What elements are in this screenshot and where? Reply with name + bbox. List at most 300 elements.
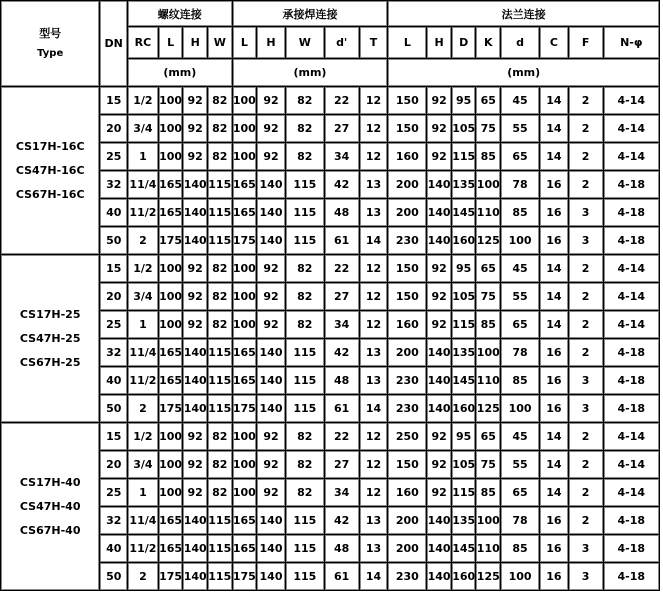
value-cell: 135 bbox=[452, 507, 477, 535]
value-cell: 115 bbox=[208, 367, 233, 395]
dn-cell: 15 bbox=[100, 423, 128, 451]
value-cell: 140 bbox=[257, 535, 286, 563]
value-cell: 100 bbox=[233, 311, 258, 339]
value-cell: 48 bbox=[325, 535, 360, 563]
value-cell: 16 bbox=[540, 227, 569, 255]
value-cell: 82 bbox=[208, 451, 233, 479]
value-cell: 145 bbox=[452, 367, 477, 395]
value-cell: 12 bbox=[360, 143, 389, 171]
value-cell: 42 bbox=[325, 171, 360, 199]
model-group-cell bbox=[1, 423, 100, 591]
dn-cell: 25 bbox=[100, 479, 128, 507]
column-header: K bbox=[476, 27, 501, 59]
value-cell: 92 bbox=[183, 115, 208, 143]
value-cell: 82 bbox=[208, 283, 233, 311]
model-group-cell bbox=[1, 255, 100, 423]
model-name: CS67H-25 bbox=[19, 355, 81, 369]
value-cell: 100 bbox=[233, 423, 258, 451]
table-row bbox=[1, 227, 660, 255]
value-cell: 140 bbox=[257, 507, 286, 535]
value-cell: 4-14 bbox=[604, 115, 660, 143]
value-cell: 4-18 bbox=[604, 171, 660, 199]
value-cell: 14 bbox=[540, 255, 569, 283]
value-cell: 14 bbox=[540, 283, 569, 311]
value-cell: 230 bbox=[388, 227, 427, 255]
value-cell: 16 bbox=[540, 507, 569, 535]
value-cell: 82 bbox=[286, 311, 325, 339]
model-name: CS67H-16C bbox=[15, 187, 85, 201]
model-name: CS47H-16C bbox=[15, 163, 85, 177]
column-header: N-φ bbox=[604, 27, 660, 59]
value-cell: 92 bbox=[183, 479, 208, 507]
value-cell: 230 bbox=[388, 563, 427, 591]
value-cell: 11/2 bbox=[128, 535, 159, 563]
value-cell: 110 bbox=[476, 199, 501, 227]
value-cell: 45 bbox=[501, 87, 540, 115]
value-cell: 12 bbox=[360, 255, 389, 283]
value-cell: 82 bbox=[286, 479, 325, 507]
value-cell: 27 bbox=[325, 451, 360, 479]
value-cell: 165 bbox=[159, 535, 184, 563]
value-cell: 4-18 bbox=[604, 563, 660, 591]
column-header: d' bbox=[325, 27, 360, 59]
model-name: CS47H-40 bbox=[19, 499, 81, 513]
column-header: H bbox=[183, 27, 208, 59]
value-cell: 2 bbox=[569, 479, 604, 507]
value-cell: 3/4 bbox=[128, 451, 159, 479]
value-cell: 2 bbox=[569, 423, 604, 451]
value-cell: 200 bbox=[388, 339, 427, 367]
value-cell: 4-18 bbox=[604, 227, 660, 255]
value-cell: 165 bbox=[233, 199, 258, 227]
value-cell: 14 bbox=[540, 143, 569, 171]
value-cell: 55 bbox=[501, 451, 540, 479]
value-cell: 92 bbox=[183, 283, 208, 311]
column-header: W bbox=[286, 27, 325, 59]
value-cell: 125 bbox=[476, 563, 501, 591]
value-cell: 100 bbox=[159, 479, 184, 507]
value-cell: 230 bbox=[388, 367, 427, 395]
value-cell: 175 bbox=[233, 227, 258, 255]
value-cell: 2 bbox=[569, 339, 604, 367]
value-cell: 95 bbox=[452, 423, 477, 451]
value-cell: 2 bbox=[128, 227, 159, 255]
value-cell: 165 bbox=[159, 367, 184, 395]
dn-cell: 15 bbox=[100, 87, 128, 115]
value-cell: 140 bbox=[427, 339, 452, 367]
value-cell: 82 bbox=[208, 255, 233, 283]
value-cell: 27 bbox=[325, 115, 360, 143]
value-cell: 100 bbox=[159, 255, 184, 283]
value-cell: 61 bbox=[325, 563, 360, 591]
value-cell: 115 bbox=[208, 171, 233, 199]
value-cell: 175 bbox=[159, 227, 184, 255]
value-cell: 100 bbox=[233, 255, 258, 283]
value-cell: 82 bbox=[208, 143, 233, 171]
value-cell: 115 bbox=[286, 171, 325, 199]
value-cell: 13 bbox=[360, 171, 389, 199]
value-cell: 82 bbox=[208, 479, 233, 507]
column-header: T bbox=[360, 27, 389, 59]
value-cell: 4-14 bbox=[604, 283, 660, 311]
value-cell: 3 bbox=[569, 395, 604, 423]
dn-cell: 20 bbox=[100, 283, 128, 311]
value-cell: 16 bbox=[540, 535, 569, 563]
value-cell: 4-18 bbox=[604, 507, 660, 535]
value-cell: 140 bbox=[257, 227, 286, 255]
value-cell: 160 bbox=[388, 479, 427, 507]
value-cell: 115 bbox=[286, 395, 325, 423]
value-cell: 125 bbox=[476, 395, 501, 423]
table-row bbox=[1, 115, 660, 143]
column-header: D bbox=[452, 27, 477, 59]
value-cell: 82 bbox=[208, 87, 233, 115]
value-cell: 1 bbox=[128, 311, 159, 339]
table-row bbox=[1, 423, 660, 451]
table-row bbox=[1, 255, 660, 283]
value-cell: 3/4 bbox=[128, 283, 159, 311]
value-cell: 65 bbox=[501, 143, 540, 171]
value-cell: 175 bbox=[233, 563, 258, 591]
value-cell: 13 bbox=[360, 199, 389, 227]
thread-group-header: 螺纹连接 bbox=[128, 1, 233, 27]
value-cell: 14 bbox=[540, 115, 569, 143]
column-header: C bbox=[540, 27, 569, 59]
value-cell: 1/2 bbox=[128, 87, 159, 115]
value-cell: 92 bbox=[257, 423, 286, 451]
table-row bbox=[1, 339, 660, 367]
value-cell: 115 bbox=[208, 563, 233, 591]
value-cell: 13 bbox=[360, 367, 389, 395]
value-cell: 150 bbox=[388, 87, 427, 115]
value-cell: 175 bbox=[159, 563, 184, 591]
value-cell: 100 bbox=[233, 143, 258, 171]
table-row bbox=[1, 563, 660, 591]
value-cell: 100 bbox=[233, 87, 258, 115]
value-cell: 3/4 bbox=[128, 115, 159, 143]
value-cell: 92 bbox=[427, 255, 452, 283]
dn-cell: 32 bbox=[100, 339, 128, 367]
value-cell: 55 bbox=[501, 115, 540, 143]
dn-cell: 25 bbox=[100, 143, 128, 171]
value-cell: 13 bbox=[360, 535, 389, 563]
value-cell: 100 bbox=[233, 283, 258, 311]
value-cell: 14 bbox=[360, 395, 389, 423]
value-cell: 27 bbox=[325, 283, 360, 311]
value-cell: 12 bbox=[360, 311, 389, 339]
value-cell: 140 bbox=[257, 199, 286, 227]
value-cell: 165 bbox=[233, 367, 258, 395]
value-cell: 115 bbox=[208, 339, 233, 367]
value-cell: 2 bbox=[128, 563, 159, 591]
value-cell: 3 bbox=[569, 227, 604, 255]
value-cell: 100 bbox=[159, 283, 184, 311]
value-cell: 100 bbox=[476, 507, 501, 535]
value-cell: 92 bbox=[183, 423, 208, 451]
value-cell: 82 bbox=[286, 283, 325, 311]
value-cell: 82 bbox=[208, 115, 233, 143]
value-cell: 92 bbox=[257, 255, 286, 283]
dn-cell: 20 bbox=[100, 451, 128, 479]
model-name: CS47H-25 bbox=[19, 331, 81, 345]
value-cell: 82 bbox=[208, 311, 233, 339]
value-cell: 82 bbox=[286, 451, 325, 479]
value-cell: 65 bbox=[476, 87, 501, 115]
table-row bbox=[1, 479, 660, 507]
value-cell: 115 bbox=[286, 563, 325, 591]
value-cell: 12 bbox=[360, 87, 389, 115]
column-header: RC bbox=[128, 27, 159, 59]
unit-label: (mm) bbox=[128, 59, 233, 87]
column-header: H bbox=[427, 27, 452, 59]
value-cell: 16 bbox=[540, 563, 569, 591]
value-cell: 2 bbox=[569, 171, 604, 199]
value-cell: 14 bbox=[540, 451, 569, 479]
value-cell: 22 bbox=[325, 87, 360, 115]
value-cell: 140 bbox=[183, 507, 208, 535]
value-cell: 11/2 bbox=[128, 367, 159, 395]
value-cell: 135 bbox=[452, 339, 477, 367]
value-cell: 140 bbox=[427, 367, 452, 395]
value-cell: 2 bbox=[569, 311, 604, 339]
table-row bbox=[1, 507, 660, 535]
value-cell: 115 bbox=[286, 339, 325, 367]
value-cell: 92 bbox=[427, 479, 452, 507]
column-header: L bbox=[233, 27, 258, 59]
value-cell: 11/4 bbox=[128, 171, 159, 199]
value-cell: 115 bbox=[208, 227, 233, 255]
value-cell: 115 bbox=[286, 199, 325, 227]
value-cell: 115 bbox=[452, 143, 477, 171]
value-cell: 115 bbox=[452, 311, 477, 339]
value-cell: 165 bbox=[159, 171, 184, 199]
value-cell: 4-18 bbox=[604, 535, 660, 563]
dn-cell: 40 bbox=[100, 535, 128, 563]
model-name: CS67H-40 bbox=[19, 523, 81, 537]
value-cell: 160 bbox=[388, 311, 427, 339]
value-cell: 16 bbox=[540, 339, 569, 367]
value-cell: 4-18 bbox=[604, 339, 660, 367]
value-cell: 95 bbox=[452, 87, 477, 115]
value-cell: 250 bbox=[388, 423, 427, 451]
value-cell: 12 bbox=[360, 115, 389, 143]
header-row-groups bbox=[1, 1, 660, 27]
value-cell: 140 bbox=[257, 367, 286, 395]
dn-cell: 50 bbox=[100, 227, 128, 255]
value-cell: 110 bbox=[476, 535, 501, 563]
value-cell: 4-14 bbox=[604, 311, 660, 339]
value-cell: 1/2 bbox=[128, 255, 159, 283]
value-cell: 42 bbox=[325, 339, 360, 367]
value-cell: 140 bbox=[427, 171, 452, 199]
value-cell: 200 bbox=[388, 171, 427, 199]
value-cell: 165 bbox=[233, 535, 258, 563]
value-cell: 140 bbox=[427, 199, 452, 227]
value-cell: 145 bbox=[452, 535, 477, 563]
value-cell: 115 bbox=[286, 367, 325, 395]
value-cell: 165 bbox=[233, 339, 258, 367]
value-cell: 4-14 bbox=[604, 479, 660, 507]
table-row bbox=[1, 367, 660, 395]
value-cell: 82 bbox=[286, 87, 325, 115]
dn-cell: 15 bbox=[100, 255, 128, 283]
value-cell: 82 bbox=[286, 143, 325, 171]
value-cell: 140 bbox=[183, 367, 208, 395]
value-cell: 150 bbox=[388, 283, 427, 311]
value-cell: 2 bbox=[569, 143, 604, 171]
value-cell: 2 bbox=[569, 87, 604, 115]
flange-group-header: 法兰连接 bbox=[388, 1, 660, 27]
value-cell: 92 bbox=[257, 311, 286, 339]
value-cell: 92 bbox=[427, 115, 452, 143]
value-cell: 2 bbox=[128, 395, 159, 423]
model-name: CS17H-25 bbox=[19, 307, 81, 321]
value-cell: 175 bbox=[159, 395, 184, 423]
value-cell: 75 bbox=[476, 115, 501, 143]
value-cell: 200 bbox=[388, 507, 427, 535]
value-cell: 165 bbox=[159, 199, 184, 227]
value-cell: 150 bbox=[388, 255, 427, 283]
value-cell: 200 bbox=[388, 535, 427, 563]
value-cell: 61 bbox=[325, 227, 360, 255]
value-cell: 140 bbox=[257, 563, 286, 591]
value-cell: 13 bbox=[360, 507, 389, 535]
value-cell: 140 bbox=[427, 507, 452, 535]
value-cell: 140 bbox=[183, 563, 208, 591]
value-cell: 160 bbox=[388, 143, 427, 171]
value-cell: 92 bbox=[427, 87, 452, 115]
value-cell: 16 bbox=[540, 367, 569, 395]
value-cell: 92 bbox=[183, 143, 208, 171]
value-cell: 16 bbox=[540, 171, 569, 199]
value-cell: 82 bbox=[286, 423, 325, 451]
type-header bbox=[1, 1, 100, 87]
value-cell: 16 bbox=[540, 395, 569, 423]
value-cell: 92 bbox=[257, 283, 286, 311]
value-cell: 2 bbox=[569, 255, 604, 283]
dn-header: DN bbox=[100, 1, 128, 87]
value-cell: 150 bbox=[388, 115, 427, 143]
value-cell: 145 bbox=[452, 199, 477, 227]
value-cell: 92 bbox=[183, 451, 208, 479]
value-cell: 11/4 bbox=[128, 507, 159, 535]
value-cell: 125 bbox=[476, 227, 501, 255]
socket-group-header: 承接焊连接 bbox=[233, 1, 389, 27]
value-cell: 200 bbox=[388, 199, 427, 227]
value-cell: 75 bbox=[476, 283, 501, 311]
dn-cell: 32 bbox=[100, 171, 128, 199]
model-name: CS17H-40 bbox=[19, 475, 81, 489]
value-cell: 140 bbox=[427, 535, 452, 563]
value-cell: 3 bbox=[569, 563, 604, 591]
value-cell: 105 bbox=[452, 115, 477, 143]
value-cell: 11/4 bbox=[128, 339, 159, 367]
value-cell: 85 bbox=[476, 143, 501, 171]
value-cell: 100 bbox=[501, 227, 540, 255]
value-cell: 150 bbox=[388, 451, 427, 479]
value-cell: 92 bbox=[427, 143, 452, 171]
value-cell: 140 bbox=[183, 171, 208, 199]
value-cell: 82 bbox=[208, 423, 233, 451]
table-row bbox=[1, 395, 660, 423]
value-cell: 85 bbox=[476, 311, 501, 339]
value-cell: 165 bbox=[233, 171, 258, 199]
value-cell: 34 bbox=[325, 479, 360, 507]
value-cell: 100 bbox=[501, 563, 540, 591]
value-cell: 140 bbox=[183, 199, 208, 227]
value-cell: 100 bbox=[159, 87, 184, 115]
dn-cell: 25 bbox=[100, 311, 128, 339]
value-cell: 65 bbox=[476, 255, 501, 283]
value-cell: 3 bbox=[569, 199, 604, 227]
dn-cell: 40 bbox=[100, 199, 128, 227]
value-cell: 65 bbox=[501, 479, 540, 507]
value-cell: 45 bbox=[501, 255, 540, 283]
table-row bbox=[1, 171, 660, 199]
value-cell: 115 bbox=[452, 479, 477, 507]
value-cell: 1 bbox=[128, 479, 159, 507]
dn-cell: 32 bbox=[100, 507, 128, 535]
value-cell: 100 bbox=[476, 339, 501, 367]
value-cell: 11/2 bbox=[128, 199, 159, 227]
value-cell: 45 bbox=[501, 423, 540, 451]
value-cell: 78 bbox=[501, 339, 540, 367]
value-cell: 4-14 bbox=[604, 143, 660, 171]
value-cell: 85 bbox=[501, 199, 540, 227]
value-cell: 100 bbox=[233, 451, 258, 479]
value-cell: 1 bbox=[128, 143, 159, 171]
value-cell: 100 bbox=[476, 171, 501, 199]
value-cell: 65 bbox=[501, 311, 540, 339]
value-cell: 105 bbox=[452, 451, 477, 479]
dn-cell: 20 bbox=[100, 115, 128, 143]
value-cell: 115 bbox=[208, 395, 233, 423]
value-cell: 160 bbox=[452, 563, 477, 591]
value-cell: 165 bbox=[159, 339, 184, 367]
value-cell: 14 bbox=[540, 87, 569, 115]
value-cell: 140 bbox=[183, 535, 208, 563]
value-cell: 140 bbox=[183, 339, 208, 367]
value-cell: 14 bbox=[360, 563, 389, 591]
value-cell: 55 bbox=[501, 283, 540, 311]
value-cell: 4-18 bbox=[604, 367, 660, 395]
value-cell: 135 bbox=[452, 171, 477, 199]
column-header: d bbox=[501, 27, 540, 59]
value-cell: 115 bbox=[286, 535, 325, 563]
value-cell: 92 bbox=[257, 479, 286, 507]
value-cell: 165 bbox=[233, 507, 258, 535]
value-cell: 78 bbox=[501, 507, 540, 535]
value-cell: 48 bbox=[325, 199, 360, 227]
value-cell: 140 bbox=[427, 227, 452, 255]
model-group-cell bbox=[1, 87, 100, 255]
value-cell: 78 bbox=[501, 171, 540, 199]
value-cell: 115 bbox=[208, 507, 233, 535]
table-row bbox=[1, 87, 660, 115]
value-cell: 61 bbox=[325, 395, 360, 423]
value-cell: 2 bbox=[569, 115, 604, 143]
value-cell: 140 bbox=[427, 563, 452, 591]
value-cell: 75 bbox=[476, 451, 501, 479]
value-cell: 85 bbox=[501, 367, 540, 395]
value-cell: 100 bbox=[159, 311, 184, 339]
value-cell: 92 bbox=[427, 283, 452, 311]
type-label-en: Type bbox=[37, 47, 64, 59]
value-cell: 100 bbox=[233, 115, 258, 143]
value-cell: 4-18 bbox=[604, 199, 660, 227]
value-cell: 85 bbox=[501, 535, 540, 563]
value-cell: 115 bbox=[286, 227, 325, 255]
